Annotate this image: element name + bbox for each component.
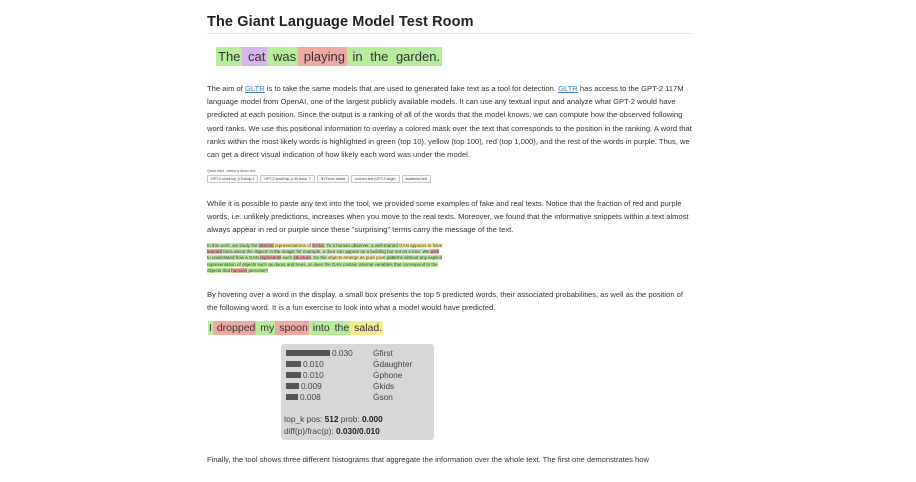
probability-value: 0.008 xyxy=(300,392,321,402)
snippet-token[interactable]: . To a human observer, a well-trained xyxy=(324,243,400,248)
intro-text-2: is to take the same models that are used to generated fake text as a tool for detection. xyxy=(264,84,559,93)
probability-bar xyxy=(286,350,330,356)
examples-paragraph: While it is possible to paste any text into the tool, we provided some examples of fake and real texts. Notice that the fraction of red and purple words, i.e. unlikely predictions, increases when you move to the real texts. Moreover, we found that the informative snippets within a text almost always appear in red or purple since these "surprising" terms carry the message of the text. xyxy=(207,199,689,235)
probability-value: 0.030 xyxy=(332,348,353,358)
topk-value: 512 xyxy=(324,414,339,424)
snippet-token[interactable]: learned xyxy=(207,249,223,255)
prob-value: 0.000 xyxy=(361,414,383,424)
predicted-token: Ġfirst xyxy=(373,348,393,358)
demo-text-button[interactable]: NYTimes article xyxy=(317,175,350,183)
token[interactable]: in xyxy=(348,49,363,64)
token[interactable]: garden. xyxy=(392,49,441,64)
demo-text-button[interactable]: unicorn text (GPT-2 large) xyxy=(351,175,399,183)
predicted-token: Ġkids xyxy=(373,381,395,391)
page-title: The Giant Language Model Test Room xyxy=(207,14,474,30)
token[interactable]: cat xyxy=(244,49,266,64)
gltr-link-2[interactable]: GLTR xyxy=(558,84,578,93)
snippet-token[interactable]: perceive? xyxy=(247,267,269,273)
diff-label: diff(p)/frac(p): xyxy=(284,426,336,436)
quick-start-label: Quick start - select a demo text: xyxy=(207,169,257,173)
token[interactable]: the xyxy=(331,322,350,334)
gltr-link-1[interactable]: GLTR xyxy=(244,84,265,93)
snippet-token[interactable]: facts about the objects in the image: for example, a door can appear on a building but not on a tree. We xyxy=(222,249,431,255)
prediction-row xyxy=(286,370,431,380)
snippet-token[interactable]: structure xyxy=(293,255,311,261)
probability-bar xyxy=(286,361,301,367)
quick-start-panel xyxy=(207,169,431,183)
prediction-row xyxy=(286,348,431,358)
quick-start-buttons xyxy=(207,175,431,183)
token[interactable]: was xyxy=(269,49,297,64)
demo-text-button[interactable]: academic text xyxy=(402,175,432,183)
probability-value: 0.009 xyxy=(301,381,322,391)
probability-bar xyxy=(286,394,298,400)
intro-text-3: has access to the GPT-2 117M language model from OpenAI, one of the largest publicly available models. It can use any textual input and analyze what GPT-2 would have predicted at each position. Since the output is a ranking of all of the words that the model knows, we can compute how the observed following word ranks. We use this positional information to overlay a colored mask over the text that corresponds to the position in the ranking. A word that ranks within the most likely words is highlighted in green (top 10), yellow (top 100), red (top 1,000), and the rest of the words in purple. Thus, we can get a direct visual indication of how likely each word was under the model. xyxy=(207,84,692,160)
token[interactable]: spoon xyxy=(276,322,308,334)
intro-paragraph xyxy=(207,82,693,161)
title-divider xyxy=(207,33,693,34)
probability-bar xyxy=(286,383,299,389)
topk-label: top_k pos: xyxy=(284,414,325,424)
prediction-row xyxy=(286,381,431,391)
token[interactable]: playing xyxy=(300,49,345,64)
demo-text-button[interactable]: GPT-2 small top_k 5 temp 1 xyxy=(207,175,258,183)
snippet-token[interactable]: objects emerge as pure pixel xyxy=(327,255,386,261)
token[interactable]: my xyxy=(257,322,275,334)
prediction-tooltip xyxy=(281,344,434,440)
probability-bar xyxy=(286,372,301,378)
topk-readout xyxy=(284,414,383,424)
demo-text-button[interactable]: GPT-2 small top_k 40 temp .7 xyxy=(260,175,314,183)
snippet-token[interactable]: GAN appears to have xyxy=(399,243,443,248)
snippet-token[interactable]: wish xyxy=(430,249,440,255)
prediction-row xyxy=(286,392,431,402)
snippet-token[interactable]: internal xyxy=(258,243,274,248)
probability-value: 0.010 xyxy=(303,359,324,369)
predicted-token: Ġson xyxy=(373,392,393,402)
prob-label: prob: xyxy=(338,414,362,424)
probability-value: 0.010 xyxy=(303,370,324,380)
token[interactable]: dropped xyxy=(213,322,256,334)
snippet-token[interactable]: to understand how a GAN xyxy=(207,255,261,261)
snippet-token[interactable]: . Do the xyxy=(310,255,328,261)
intro-text-1: The aim of xyxy=(207,84,245,93)
predicted-token: Ġdaughter xyxy=(373,359,413,369)
highlighted-snippet xyxy=(207,243,443,274)
snippet-token[interactable]: represents xyxy=(260,255,282,261)
histogram-paragraph: Finally, the tool shows three different histograms that aggregate the information over the whole text. The first one demonstrates how xyxy=(207,455,649,464)
prediction-row xyxy=(286,359,431,369)
token[interactable]: the xyxy=(366,49,389,64)
token[interactable]: salad. xyxy=(351,322,383,334)
diff-readout xyxy=(284,426,380,436)
snippet-token[interactable]: humans xyxy=(231,267,248,273)
snippet-token[interactable]: patterns without any explicit representation of objects such as doors and trees, or does the GAN contain internal variables that correspond to the objects that xyxy=(207,255,442,273)
token[interactable]: I xyxy=(209,322,212,334)
demo-sentence-1 xyxy=(216,49,442,64)
token[interactable]: into xyxy=(309,322,330,334)
snippet-token[interactable]: representations of xyxy=(273,243,313,248)
demo-sentence-2 xyxy=(208,322,383,334)
predicted-token: Ġphone xyxy=(373,370,403,380)
token[interactable]: The xyxy=(218,49,241,64)
snippet-token[interactable]: GANs xyxy=(312,243,325,248)
diff-value: 0.030/0.010 xyxy=(335,426,380,436)
hover-paragraph: By hovering over a word in the display, a small box presents the top 5 predicted words, their associated probabilities, as well as the position of the following word. It is a fun exercise to look into what a model would have predicted. xyxy=(207,290,683,313)
snippet-token[interactable]: In this work, we study the xyxy=(207,243,259,248)
snippet-token[interactable]: such xyxy=(281,255,294,261)
